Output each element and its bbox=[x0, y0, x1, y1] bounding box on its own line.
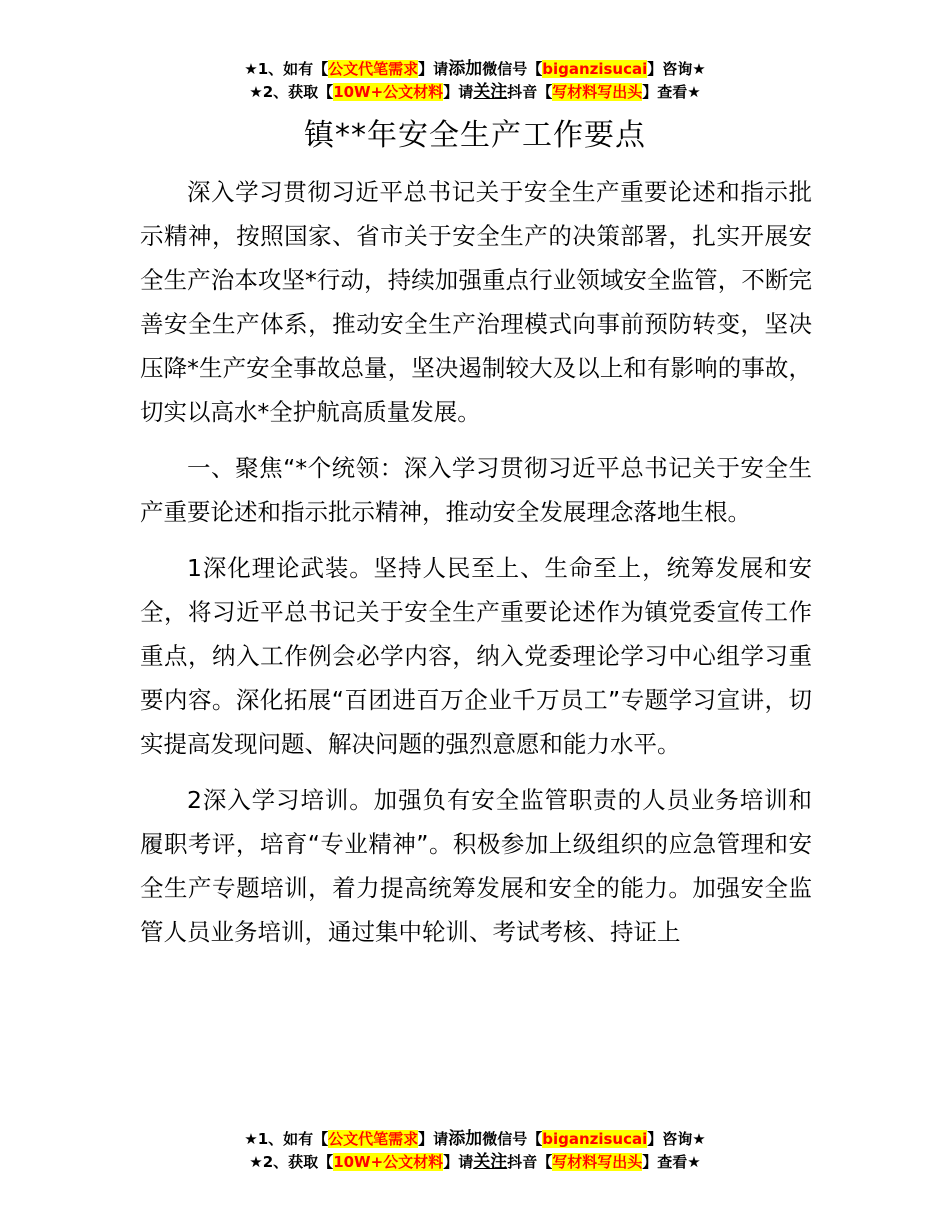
notice-text: 1、如有【 bbox=[257, 60, 329, 78]
star-icon: ★ bbox=[687, 83, 701, 101]
notice-line-1 bbox=[0, 58, 950, 81]
notice-emphasis: 关注 bbox=[473, 82, 508, 102]
header-notice-banner bbox=[0, 58, 950, 104]
document-title: 镇**年安全生产工作要点 bbox=[304, 118, 646, 153]
highlight-service: 公文代笔需求 bbox=[328, 1130, 419, 1148]
notice-text: 】咨询 bbox=[647, 1130, 693, 1148]
star-icon: ★ bbox=[244, 60, 258, 78]
notice-text: 抖音【 bbox=[507, 83, 553, 101]
highlight-materials: 10W+公文材料 bbox=[333, 83, 444, 101]
intro-paragraph: 深入学习贯彻习近平总书记关于安全生产重要论述和指示批示精神，按照国家、省市关于安全生产的决策部署，扎实开展安全生产治本攻坚*行动，持续加强重点行业领域安全监管，不断完善安全生产体系，推动安全生产治理模式向事前预防转变，坚决压降*生产安全事故总量，坚决遏制较大及以上和有影响的事故，切实以高水*全护航高质量发展。 bbox=[140, 178, 812, 426]
notice-emphasis: 添加 bbox=[448, 59, 483, 79]
star-icon: ★ bbox=[687, 1153, 701, 1171]
notice-text: 微信号【 bbox=[482, 1130, 543, 1148]
star-icon: ★ bbox=[249, 1153, 263, 1171]
star-icon: ★ bbox=[244, 1130, 258, 1148]
notice-text: 】请 bbox=[443, 83, 474, 101]
notice-text: 1、如有【 bbox=[257, 1130, 329, 1148]
highlight-wechat-id: biganzisucai bbox=[542, 60, 648, 78]
notice-text: 】请 bbox=[418, 60, 449, 78]
notice-emphasis: 添加 bbox=[448, 1129, 483, 1149]
footer-notice-banner bbox=[0, 1128, 950, 1174]
notice-line-2 bbox=[0, 1151, 950, 1174]
highlight-wechat-id: biganzisucai bbox=[542, 1130, 648, 1148]
notice-text: 】查看 bbox=[642, 1153, 688, 1171]
document-body bbox=[140, 170, 812, 954]
notice-text: 2、获取【 bbox=[262, 1153, 334, 1171]
notice-line-2 bbox=[0, 81, 950, 104]
star-icon: ★ bbox=[249, 83, 263, 101]
star-icon: ★ bbox=[692, 1130, 706, 1148]
highlight-douyin: 写材料写出头 bbox=[552, 83, 643, 101]
notice-text: 2、获取【 bbox=[262, 83, 334, 101]
section-heading-paragraph: 一、聚焦“*个统领：深入学习贯彻习近平总书记关于安全生产重要论述和指示批示精神，推动安全发展理念落地生根。 bbox=[140, 454, 812, 526]
highlight-douyin: 写材料写出头 bbox=[552, 1153, 643, 1171]
star-icon: ★ bbox=[692, 60, 706, 78]
notice-line-1 bbox=[0, 1128, 950, 1151]
item-paragraph: 1深化理论武装。坚持人民至上、生命至上，统筹发展和安全，将习近平总书记关于安全生产重要论述作为镇党委宣传工作重点，纳入工作例会必学内容，纳入党委理论学习中心组学习重要内容。深化拓展“百团进百万企业千万员工”专题学习宣讲，切实提高发现问题、解决问题的强烈意愿和能力水平。 bbox=[140, 554, 812, 758]
highlight-service: 公文代笔需求 bbox=[328, 60, 419, 78]
notice-text: 抖音【 bbox=[507, 1153, 553, 1171]
notice-text: 】咨询 bbox=[647, 60, 693, 78]
item-paragraph: 2深入学习培训。加强负有安全监管职责的人员业务培训和履职考评，培育“专业精神”。积极参加上级组织的应急管理和安全生产专题培训，着力提高统筹发展和安全的能力。加强安全监管人员业务培训，通过集中轮训、考试考核、持证上 bbox=[140, 786, 812, 946]
notice-text: 】请 bbox=[418, 1130, 449, 1148]
notice-text: 】请 bbox=[443, 1153, 474, 1171]
notice-text: 】查看 bbox=[642, 83, 688, 101]
highlight-materials: 10W+公文材料 bbox=[333, 1153, 444, 1171]
notice-text: 微信号【 bbox=[482, 60, 543, 78]
notice-emphasis: 关注 bbox=[473, 1152, 508, 1172]
